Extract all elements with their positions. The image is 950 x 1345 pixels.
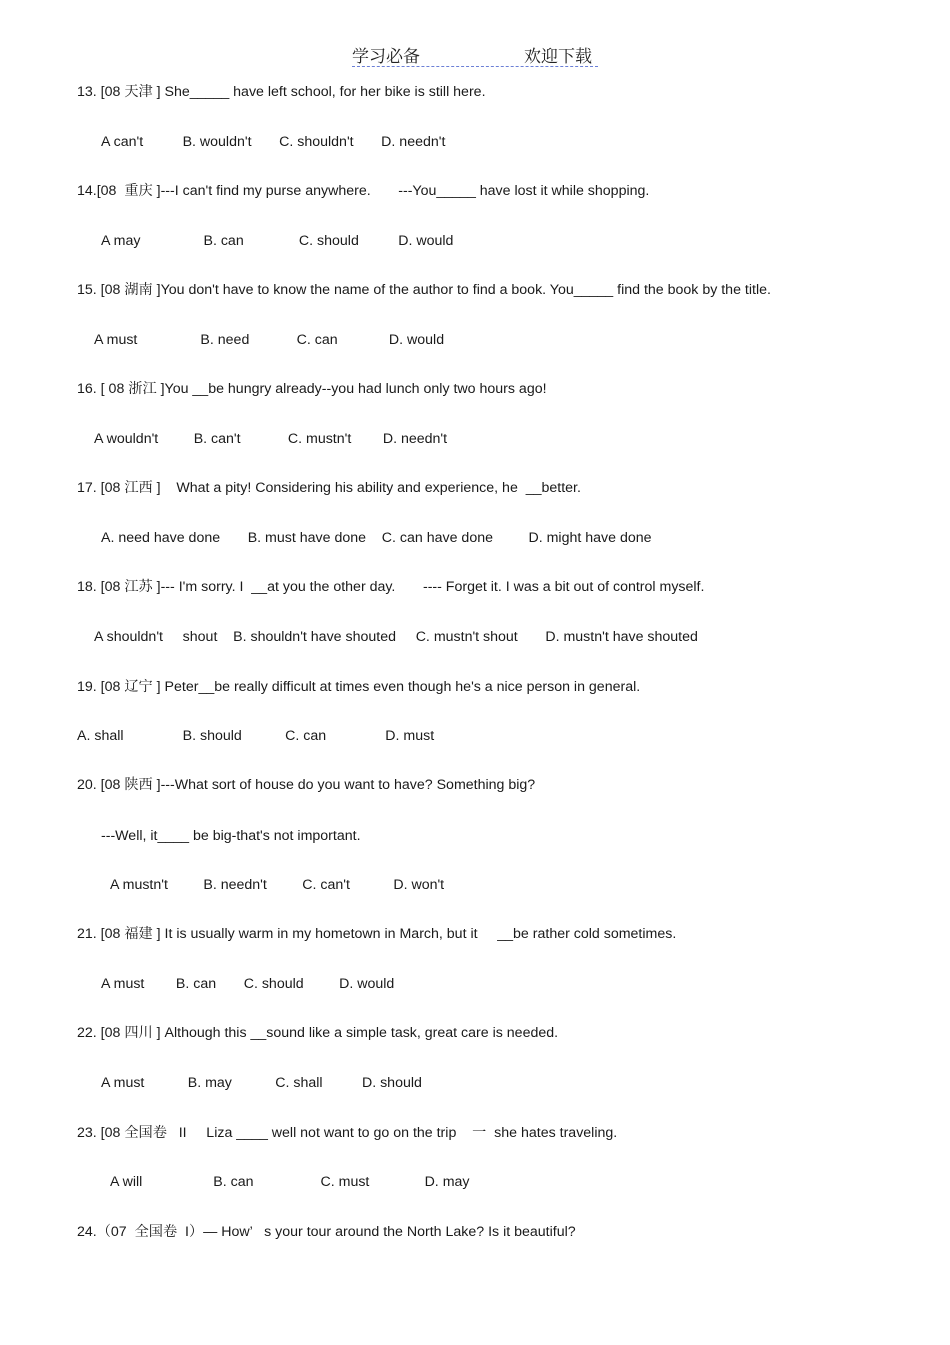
- question-20-reply: ---Well, it____ be big-that's not important.: [101, 828, 361, 844]
- question-20: 20. [08 陕西 ]---What sort of house do you want to have? Something big?: [77, 777, 536, 793]
- question-14-options: A may B. can C. should D. would: [101, 233, 454, 249]
- question-17-options: A. need have done B. must have done C. can have done D. might have done: [101, 530, 652, 546]
- question-23: 23. [08 全国卷 II Liza ____ well not want to go on the trip 一 she hates traveling.: [77, 1125, 618, 1141]
- question-20-options: A mustn't B. needn't C. can't D. won't: [110, 877, 445, 893]
- question-15: 15. [08 湖南 ]You don't have to know the name of the author to find a book. You_____ find the book by the title.: [77, 282, 771, 298]
- question-13: 13. [08 天津 ] She_____ have left school, for her bike is still here.: [77, 84, 486, 100]
- question-14: 14.[08 重庆 ]---I can't find my purse anywhere. ---You_____ have lost it while shopping.: [77, 183, 650, 199]
- question-18-options: A shouldn't shout B. shouldn't have shouted C. mustn't shout D. mustn't have shouted: [94, 629, 698, 645]
- question-15-options: A must B. need C. can D. would: [94, 332, 445, 348]
- header-left-text: 学习必备: [352, 47, 420, 67]
- question-21: 21. [08 福建 ] It is usually warm in my hometown in March, but it __be rather cold sometimes.: [77, 926, 677, 942]
- header-right-text: 欢迎下载: [524, 47, 592, 67]
- page-header: [352, 40, 598, 67]
- question-19-options: A. shall B. should C. can D. must: [77, 728, 435, 744]
- question-16-options: A wouldn't B. can't C. mustn't D. needn't: [94, 431, 448, 447]
- question-24: 24.（07 全国卷 I）— How’ s your tour around the North Lake? Is it beautiful?: [77, 1224, 576, 1240]
- question-19: 19. [08 辽宁 ] Peter__be really difficult at times even though he's a nice person in general.: [77, 679, 641, 695]
- question-22: 22. [08 四川 ] Although this __sound like a simple task, great care is needed.: [77, 1025, 559, 1041]
- question-21-options: A must B. can C. should D. would: [101, 976, 395, 992]
- question-16: 16. [ 08 浙江 ]You __be hungry already--you had lunch only two hours ago!: [77, 381, 547, 397]
- question-13-options: A can't B. wouldn't C. shouldn't D. needn't: [101, 134, 446, 150]
- question-23-options: A will B. can C. must D. may: [110, 1174, 470, 1190]
- question-17: 17. [08 江西 ] What a pity! Considering his ability and experience, he __better.: [77, 480, 581, 496]
- question-18: 18. [08 江苏 ]--- I'm sorry. I __at you the other day. ---- Forget it. I was a bit out of control myself.: [77, 579, 705, 595]
- question-22-options: A must B. may C. shall D. should: [101, 1075, 422, 1091]
